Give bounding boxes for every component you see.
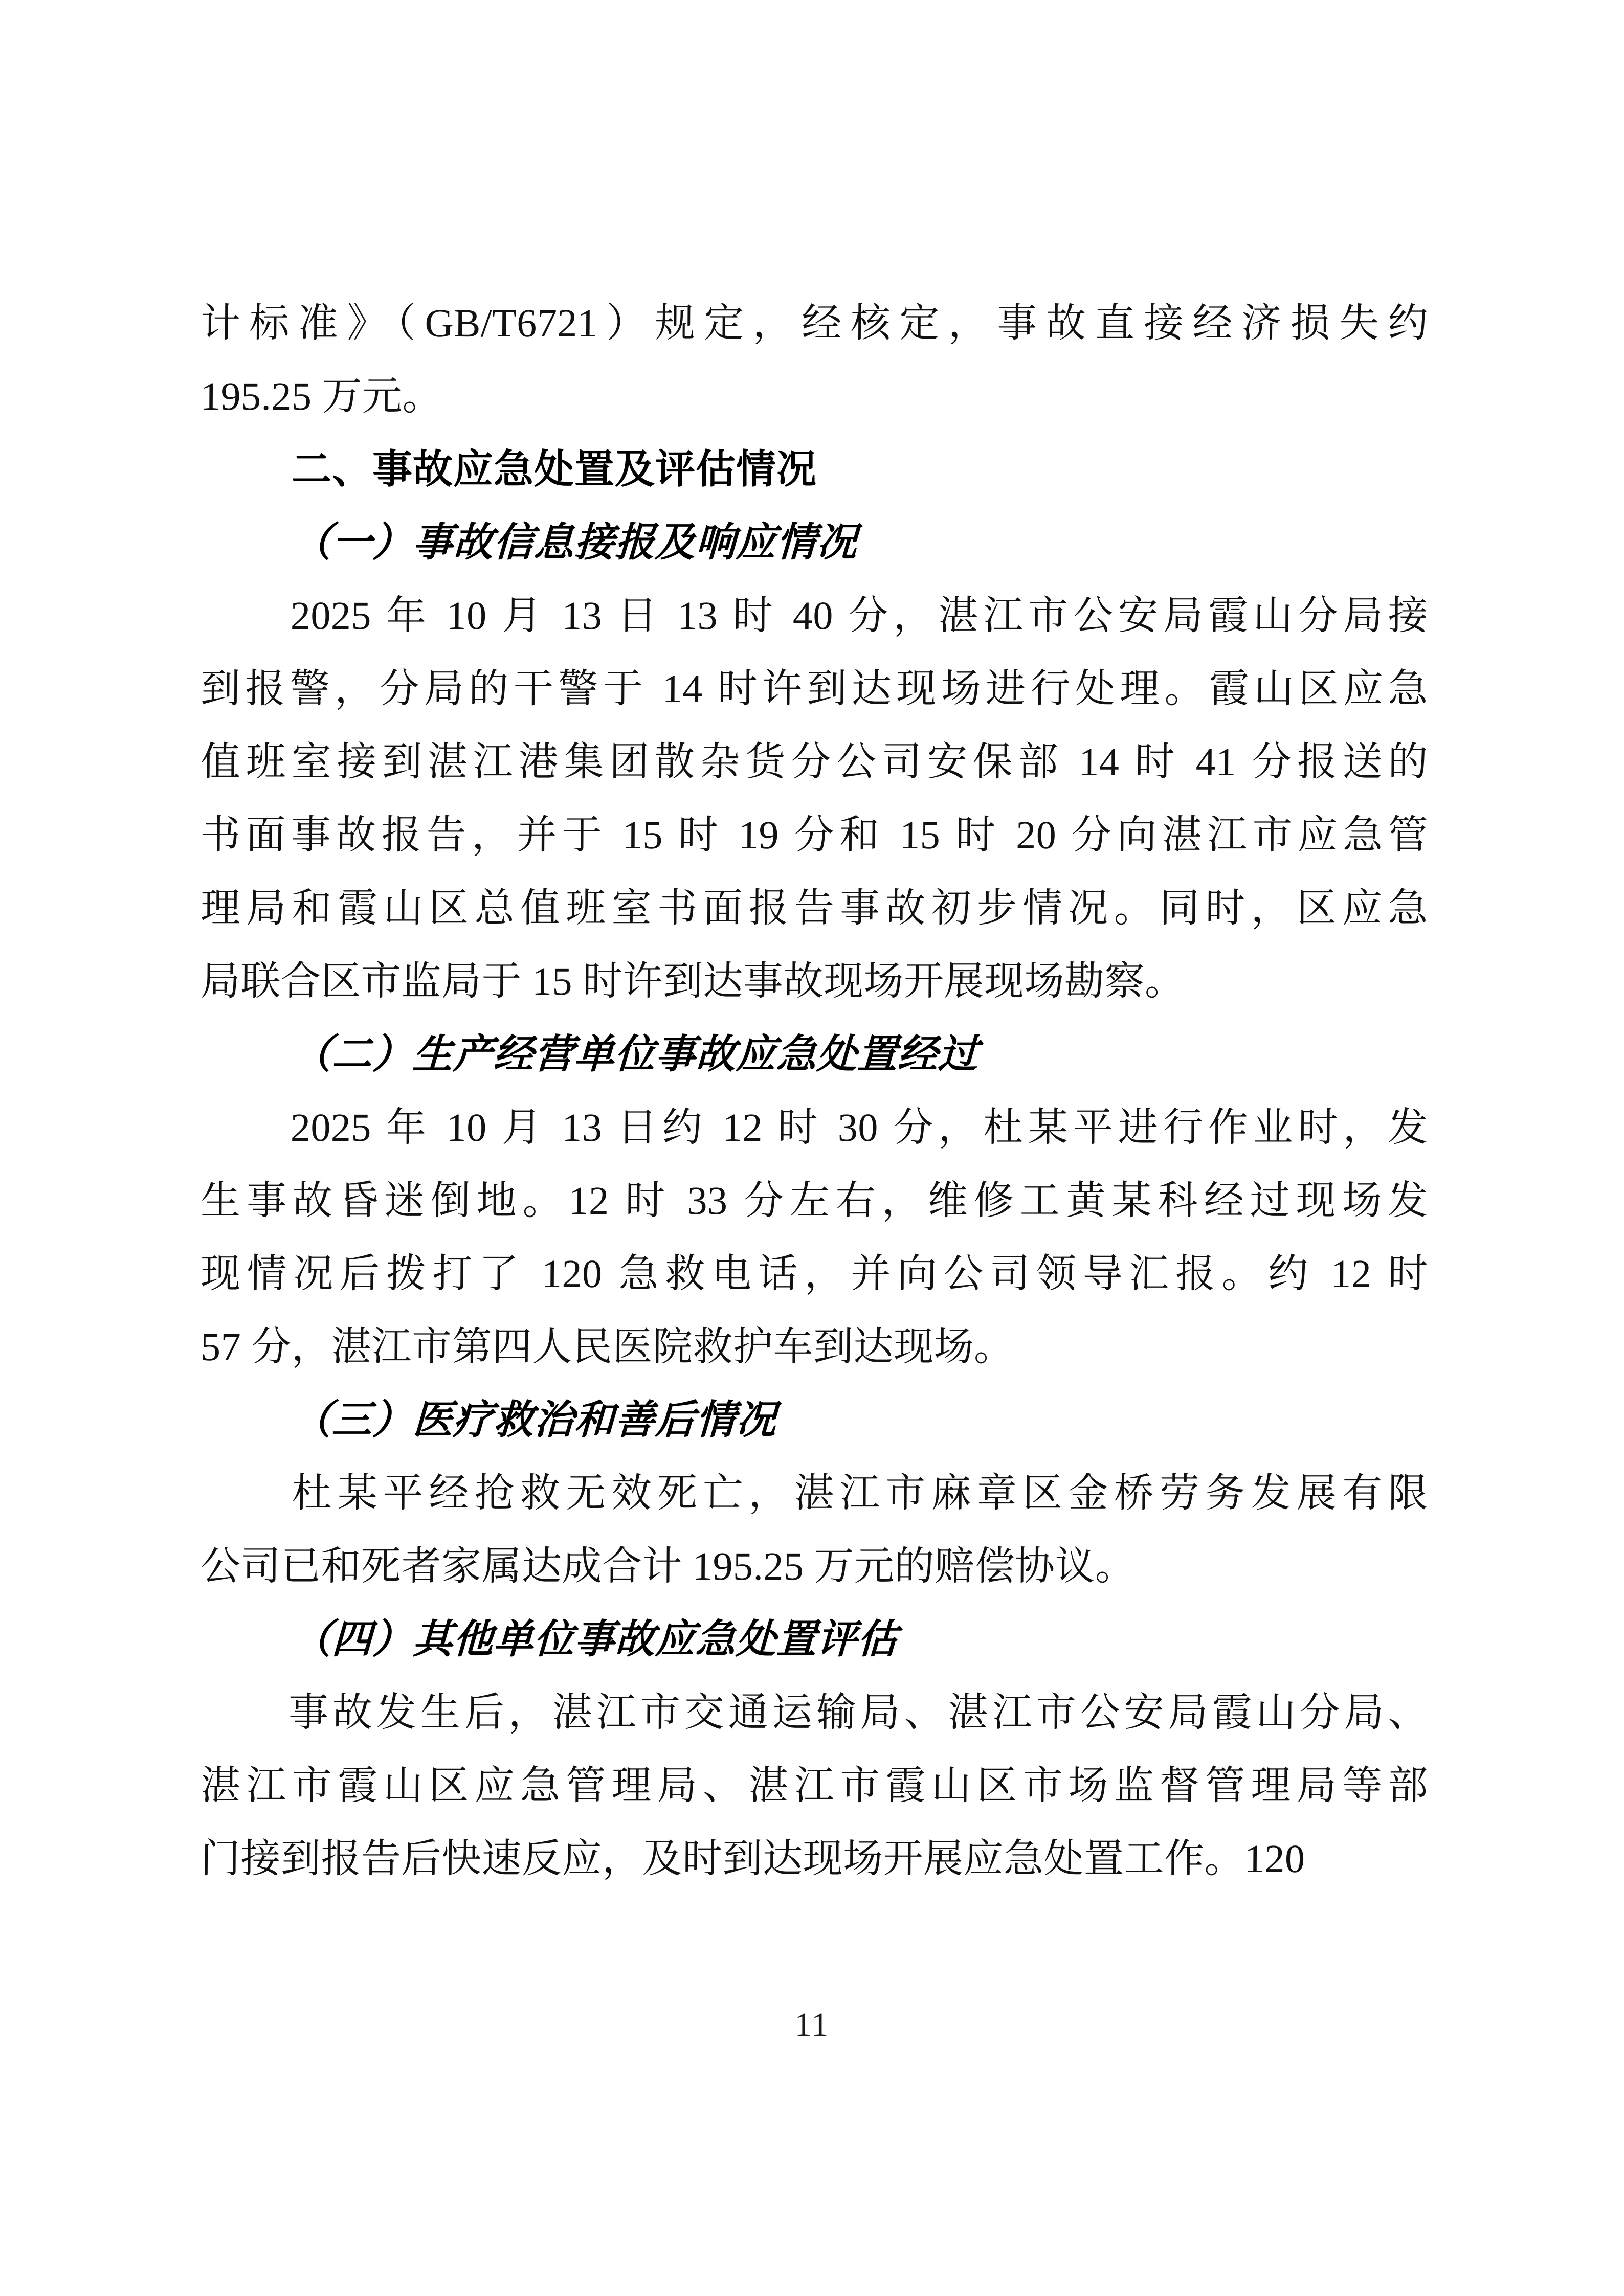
body-line: 195.25 万元。 [200,374,443,418]
body-line: 2025 年 10 月 13 日约 12 时 30 分，杜某平进行作业时，发 [200,1105,1429,1150]
subsection-three [201,1383,1428,1603]
body-line: 事故发生后，湛江市交通运输局、湛江市公安局霞山分局、 [200,1690,1429,1735]
subsection-one [201,506,1428,1018]
section-heading-2: 二、事故应急处置及评估情况 [292,447,817,491]
body-line: 公司已和死者家属达成合计 195.25 万元的赔偿协议。 [200,1544,1136,1588]
body-line: 57 分，湛江市第四人民医院救护车到达现场。 [200,1324,1014,1369]
page-content [201,286,1428,1895]
subsection-heading: （二）生产经营单位事故应急处置经过 [291,1032,980,1076]
body-line: 杜某平经抢救无效死亡，湛江市麻章区金桥劳务发展有限 [200,1471,1429,1515]
subsection-heading: （一）事故信息接报及响应情况 [291,520,858,565]
body-line: 湛江市霞山区应急管理局、湛江市霞山区市场监督管理局等部 [200,1763,1429,1808]
body-line: 生事故昏迷倒地。12 时 33 分左右，维修工黄某科经过现场发 [200,1178,1429,1223]
subsection-heading: （四）其他单位事故应急处置评估 [291,1617,899,1661]
subsection-four [201,1603,1428,1895]
body-line: 书面事故报告，并于 15 时 19 分和 15 时 20 分向湛江市应急管 [200,813,1429,857]
body-line: 值班室接到湛江港集团散杂货分公司安保部 14 时 41 分报送的 [200,739,1429,784]
subsection-two [201,1018,1428,1383]
body-line: 理局和霞山区总值班室书面报告事故初步情况。同时，区应急 [200,886,1429,930]
body-line: 现情况后拨打了 120 急救电话，并向公司领导汇报。约 12 时 [200,1251,1429,1296]
body-line: 局联合区市监局于 15 时许到达事故现场开展现场勘察。 [200,959,1185,1003]
body-line: 门接到报告后快速反应，及时到达现场开展应急处置工作。120 [200,1836,1305,1881]
body-line: 2025 年 10 月 13 日 13 时 40 分，湛江市公安局霞山分局接 [200,593,1429,638]
subsection-heading: （三）医疗救治和善后情况 [291,1398,777,1442]
body-line: 到报警，分局的干警于 14 时许到达现场进行处理。霞山区应急 [200,666,1429,711]
continued-paragraph [201,286,1428,433]
body-line: 计标准》（GB/T6721）规定，经核定，事故直接经济损失约 [200,301,1429,345]
page-number: 11 [794,2006,830,2043]
